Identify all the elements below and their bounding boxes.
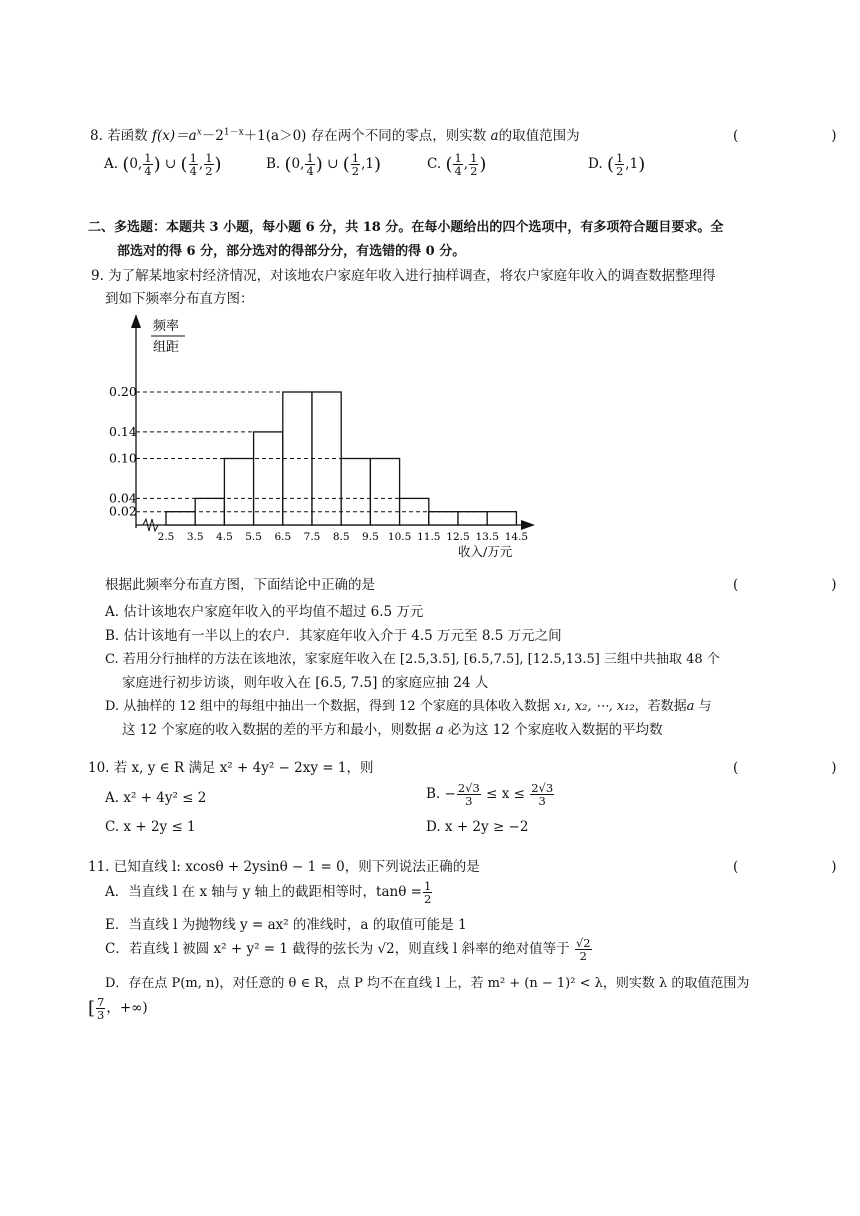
x-tick-label: 14.5 — [504, 531, 529, 543]
q11-stem: 11. 已知直线 l: xcosθ + 2ysinθ − 1 = 0，则下列说法正确的是 — [88, 859, 480, 875]
histogram-bar — [458, 512, 487, 525]
x-tick-label: 2.5 — [157, 531, 175, 543]
x-tick-label: 4.5 — [216, 531, 233, 543]
section-2-heading-cont: 部选对的得 6 分，部分选对的得部分分，有选错的得 0 分。 — [117, 244, 466, 259]
x-tick-label: 10.5 — [387, 531, 412, 543]
q10-option-d: D. x + 2y ≥ −2 — [426, 819, 529, 835]
q11-option-a: A．当直线 l 在 x 轴与 y 轴上的截距相等时，tanθ = $\frac{1}{2}$ — [105, 879, 432, 906]
histogram-bar — [312, 392, 341, 525]
q9-option-c-cont: 家庭进行初步访谈，则年收入在 [6.5, 7.5] 的家庭应抽 24 人 — [122, 675, 489, 691]
x-tick-label: 3.5 — [186, 531, 204, 543]
q11-option-d: D．存在点 P(m, n)，对任意的 θ ∈ R，点 P 均不在直线 l 上，若 m² + (n − 1)² < λ，则实数 λ 的取值范围为 — [105, 976, 750, 991]
ylabel-bottom: 组距 — [153, 340, 180, 355]
q8-option-a: A. (0, $\frac{1}{4}$ ) ∪ ( $\frac{1}{4}$ , $\frac{1}{2}$ ) — [104, 151, 222, 178]
q8-option-c: C. ( $\frac{1}{4}$ , $\frac{1}{2}$ ) — [427, 151, 487, 178]
histogram-bar — [283, 392, 312, 525]
q9-option-d: D. 从抽样的 12 组中的每组中抽出一个数据，得到 12 个家庭的具体收入数据 x₁, x₂, ⋯, x₁₂，若数据a 与 — [105, 699, 712, 714]
x-axis-arrow — [521, 520, 535, 530]
axis-break-mark — [143, 519, 158, 531]
histogram-bar — [400, 498, 429, 525]
histogram-bar — [166, 512, 195, 525]
q10-option-a: A. x² + 4y² ≤ 2 — [105, 790, 207, 806]
q8-answer-bracket: ( ) — [733, 128, 859, 144]
ylabel-top: 频率 — [153, 319, 180, 334]
y-tick-label: 0.10 — [109, 450, 137, 466]
y-tick-label: 0.14 — [109, 423, 137, 439]
histogram-bar — [370, 459, 399, 526]
y-tick-label: 0.04 — [109, 490, 137, 506]
q11-option-c: C．若直线 l 被圆 x² + y² = 1 截得的弦长为 √2，则直线 l 斜率的绝对值等于 $\frac{√2}{2}$ — [105, 936, 591, 963]
q9-option-d-cont: 这 12 个家庭的收入数据的差的平方和最小，则数据 a 必为这 12 个家庭收入数据的平均数 — [122, 722, 663, 738]
x-tick-label: 9.5 — [362, 531, 379, 543]
y-tick-label: 0.02 — [109, 503, 137, 519]
q8-option-d: D. ( $\frac{1}{2}$ ,1) — [588, 151, 646, 178]
x-tick-label: 13.5 — [475, 531, 499, 543]
q8-option-b: B. (0, $\frac{1}{4}$ ) ∪ ( $\frac{1}{2}$ ,1) — [266, 151, 381, 178]
x-tick-label: 8.5 — [332, 531, 350, 543]
histogram-bar — [487, 512, 516, 525]
q11-answer-bracket: ( ) — [733, 859, 859, 875]
x-tick-label: 5.5 — [245, 531, 262, 543]
q10-stem: 10. 若 x, y ∈ R 满足 x² + 4y² − 2xy = 1，则 — [88, 760, 374, 776]
q8-stem: 8. 若函数 $f(x)=a^x-2^{1-x}+1(a>0)$ 存在两个不同的零点，则实数 a的取值范围为 — [90, 127, 580, 144]
x-tick-label: 11.5 — [417, 531, 441, 543]
q10-option-c: C. x + 2y ≤ 1 — [105, 819, 196, 835]
histogram-bar — [341, 459, 370, 526]
q11-option-d-cont: [ $\frac{7}{3}$ ，+∞) — [88, 995, 148, 1022]
q10-option-b: B. − $\frac{2√3}{3}$ ≤ x ≤ $\frac{2√3}{3}$ — [426, 781, 554, 808]
histogram-bar — [195, 498, 224, 525]
q9-option-b: B. 估计该地有一半以上的农户．其家庭年收入介于 4.5 万元至 8.5 万元之间 — [105, 628, 562, 644]
q9-question: 根据此频率分布直方图，下面结论中正确的是 — [105, 577, 375, 593]
q9-stem-cont: 到如下频率分布直方图： — [105, 291, 254, 307]
x-tick-label: 12.5 — [446, 531, 470, 543]
x-tick-label: 6.5 — [274, 531, 292, 543]
section-2-heading: 二、多选题：本题共 3 小题，每小题 6 分，共 18 分。在每小题给出的四个选项中，有多项符合题目要求。全 — [88, 220, 724, 235]
y-axis-arrow — [131, 314, 141, 328]
histogram-bar — [254, 432, 283, 525]
histogram-bar — [224, 459, 253, 526]
q10-answer-bracket: ( ) — [733, 760, 859, 776]
histogram-bar — [429, 512, 458, 525]
y-tick-label: 0.20 — [109, 384, 137, 399]
q9-stem: 9. 为了解某地家村经济情况，对该地农户家庭年收入进行抽样调查，将农户家庭年收入的调查数据整理得 — [91, 268, 716, 284]
q9-option-a: A. 估计该地农户家庭年收入的平均值不超过 6.5 万元 — [105, 604, 424, 620]
q9-answer-bracket: ( ) — [733, 577, 859, 593]
xlabel: 收入/万元 — [458, 544, 513, 559]
q11-option-e: E．当直线 l 为抛物线 y = ax² 的准线时，a 的取值可能是 1 — [105, 917, 467, 933]
q9-option-c: C. 若用分行抽样的方法在该地浓，家家庭年收入在 [2.5,3.5], [6.5,7.5], [12.5,13.5] 三组中共抽取 48 个 — [105, 652, 720, 667]
x-tick-label: 7.5 — [303, 531, 321, 543]
